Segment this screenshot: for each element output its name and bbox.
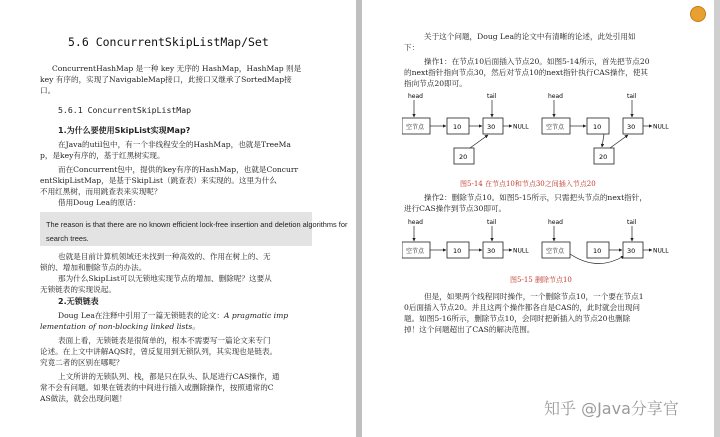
figure-5-14-caption: 图5-14 在节点10和节点30之间插入节点20 bbox=[460, 180, 596, 188]
node-30-label: 30 bbox=[487, 247, 496, 255]
tail-label: tail bbox=[487, 93, 497, 100]
para3-line-1 bbox=[58, 311, 288, 320]
empty-node-label: 空节点 bbox=[546, 124, 565, 131]
figure-5-14 bbox=[402, 90, 692, 178]
node-10-label: 10 bbox=[593, 247, 602, 255]
para2-line-3: 那为什么SkipList可以无锁地实现节点的增加、删除呢？这要从 bbox=[58, 274, 272, 283]
rp3-line-1: 但是，如果两个线程同时操作，一个删除节点10，一个要在节点1 bbox=[424, 292, 644, 301]
para4-line-2: 论述。在上文中讲解AQS时，曾反复用到无锁队列，其实现也是链表。 bbox=[40, 347, 278, 356]
empty-node-label: 空节点 bbox=[406, 124, 425, 131]
rp3-line-2: 0后面插入节点20。并且这两个操作都各自是CAS的，此时就会出现问 bbox=[404, 303, 641, 312]
subsection-heading: 5.6.1 ConcurrentSkipListMap bbox=[58, 105, 192, 115]
rp1-line-1: 关于这个问题，Doug Lea的论文中有清晰的论述，此处引用如 bbox=[424, 32, 636, 41]
fig14-right-diagram bbox=[542, 93, 669, 164]
para4-line-1: 表面上看，无锁链表是很简单的，根本不需要写一篇论文来专门 bbox=[58, 336, 271, 345]
rp1-line-5: 指向节点20即可。 bbox=[404, 79, 467, 88]
bookmark-icon[interactable] bbox=[690, 6, 706, 22]
node-10-label: 10 bbox=[453, 123, 462, 131]
fig15-left-diagram bbox=[402, 219, 529, 258]
rp3-line-4: 掉！这个问题超出了CAS的解决范围。 bbox=[404, 325, 535, 334]
paper-title-part-1: A pragmatic imp bbox=[223, 311, 289, 320]
tail-label: tail bbox=[627, 93, 637, 100]
intro-line-3: 口。 bbox=[40, 86, 56, 95]
quote-line-2: search trees. bbox=[46, 234, 89, 243]
section-heading: 5.6 ConcurrentSkipListMap/Set bbox=[68, 35, 269, 49]
para2-line-4: 无锁链表的实现说起。 bbox=[40, 285, 116, 294]
para2-line-1: 也就是目前计算机领域还未找到一种高效的、作用在树上的、无 bbox=[58, 252, 271, 261]
rp2-line-2: 进行CAS操作到节点30即可。 bbox=[404, 204, 507, 213]
fig14-left-diagram bbox=[402, 93, 529, 164]
empty-node-label: 空节点 bbox=[406, 248, 425, 255]
para1-line-6: 借用Doug Lea的原话： bbox=[58, 198, 141, 207]
para1-line-4: entSkipListMap，是基于SkipList（跳查表）来实现的。这里为什么 bbox=[40, 176, 277, 185]
para1-line-3: 而在Concurrent包中，提供的key有序的HashMap，也就是Concurr bbox=[58, 165, 299, 174]
head-label: head bbox=[408, 219, 423, 226]
null-label: NULL bbox=[653, 247, 669, 255]
question-2-heading: 2.无锁链表 bbox=[58, 297, 99, 306]
null-label: NULL bbox=[513, 247, 529, 255]
right-page bbox=[362, 0, 714, 437]
question-1-heading: 1.为什么要使用SkipList实现Map? bbox=[58, 126, 191, 135]
para1-line-1: 在Java的util包中，有一个非线程安全的HashMap，也就是TreeMa bbox=[58, 140, 291, 149]
rp2-line-1: 操作2：删除节点10。如图5-15所示，只需把头节点的next指针， bbox=[424, 193, 647, 202]
node-30-label: 30 bbox=[487, 123, 496, 131]
node-20-label: 20 bbox=[599, 153, 608, 161]
null-label: NULL bbox=[513, 123, 529, 131]
rp1-line-3: 操作1：在节点10后面插入节点20。如图5-14所示，首先把节点20 bbox=[424, 57, 650, 66]
intro-line-2: key 有序的，实现了NavigableMap接口，此接口又继承了SortedMap接 bbox=[40, 75, 292, 84]
quote-line-1: The reason is that there are no known efficient lock-free insertion and deletion algorithms for bbox=[46, 220, 348, 229]
para1-line-2: p，是key有序的，基于红黑树实现。 bbox=[40, 151, 165, 160]
tail-label: tail bbox=[627, 219, 637, 226]
quote-block bbox=[40, 212, 348, 246]
para2-line-2: 锁的、增加和删除节点的办法。 bbox=[40, 263, 147, 272]
para1-line-5: 不用红黑树，而用跳查表来实现呢？ bbox=[40, 187, 162, 196]
para3-text: Doug Lea在注释中引用了一篇无锁链表的论文： bbox=[58, 311, 224, 320]
tail-label: tail bbox=[487, 219, 497, 226]
node-10-label: 10 bbox=[593, 123, 602, 131]
rp1-line-2: 下： bbox=[404, 43, 420, 52]
node-20-label: 20 bbox=[459, 153, 468, 161]
left-page bbox=[0, 0, 356, 437]
node-30-label: 30 bbox=[627, 247, 636, 255]
node-30-label: 30 bbox=[627, 123, 636, 131]
null-label: NULL bbox=[653, 123, 669, 131]
paper-title-part-2: lementation of non-blocking linked lists。 bbox=[40, 322, 200, 331]
figure-5-15-caption: 图5-15 删除节点10 bbox=[510, 276, 572, 284]
fig15-right-diagram bbox=[542, 219, 669, 264]
figure-5-15 bbox=[402, 216, 692, 272]
zhihu-watermark: 知乎 @Java分享官 bbox=[544, 399, 679, 418]
rp1-line-4: 的next指针指向节点30，然后对节点10的next指针执行CAS操作，使其 bbox=[404, 68, 648, 77]
intro-line-1: ConcurrentHashMap 是一种 key 无序的 HashMap，HashMap 则是 bbox=[52, 64, 302, 73]
para4-line-6: AS做法，就会出现问题！ bbox=[40, 394, 127, 403]
viewer-edge bbox=[714, 0, 720, 437]
para4-line-3: 究竟二者的区别在哪呢？ bbox=[40, 358, 124, 367]
empty-node-label: 空节点 bbox=[546, 248, 565, 255]
head-label: head bbox=[548, 93, 563, 100]
rp3-line-3: 题。如图5-16所示，删除节点10，会同时把新插入的节点20也删除 bbox=[404, 314, 631, 323]
head-label: head bbox=[408, 93, 423, 100]
para4-line-5: 常不会有问题。如果在链表的中间进行插入或删除操作，按照通常的C bbox=[40, 383, 274, 392]
para4-line-4: 上文所讲的无锁队列、栈，都是只在队头、队尾进行CAS操作，通 bbox=[58, 372, 280, 381]
node-10-label: 10 bbox=[453, 247, 462, 255]
head-label: head bbox=[548, 219, 563, 226]
